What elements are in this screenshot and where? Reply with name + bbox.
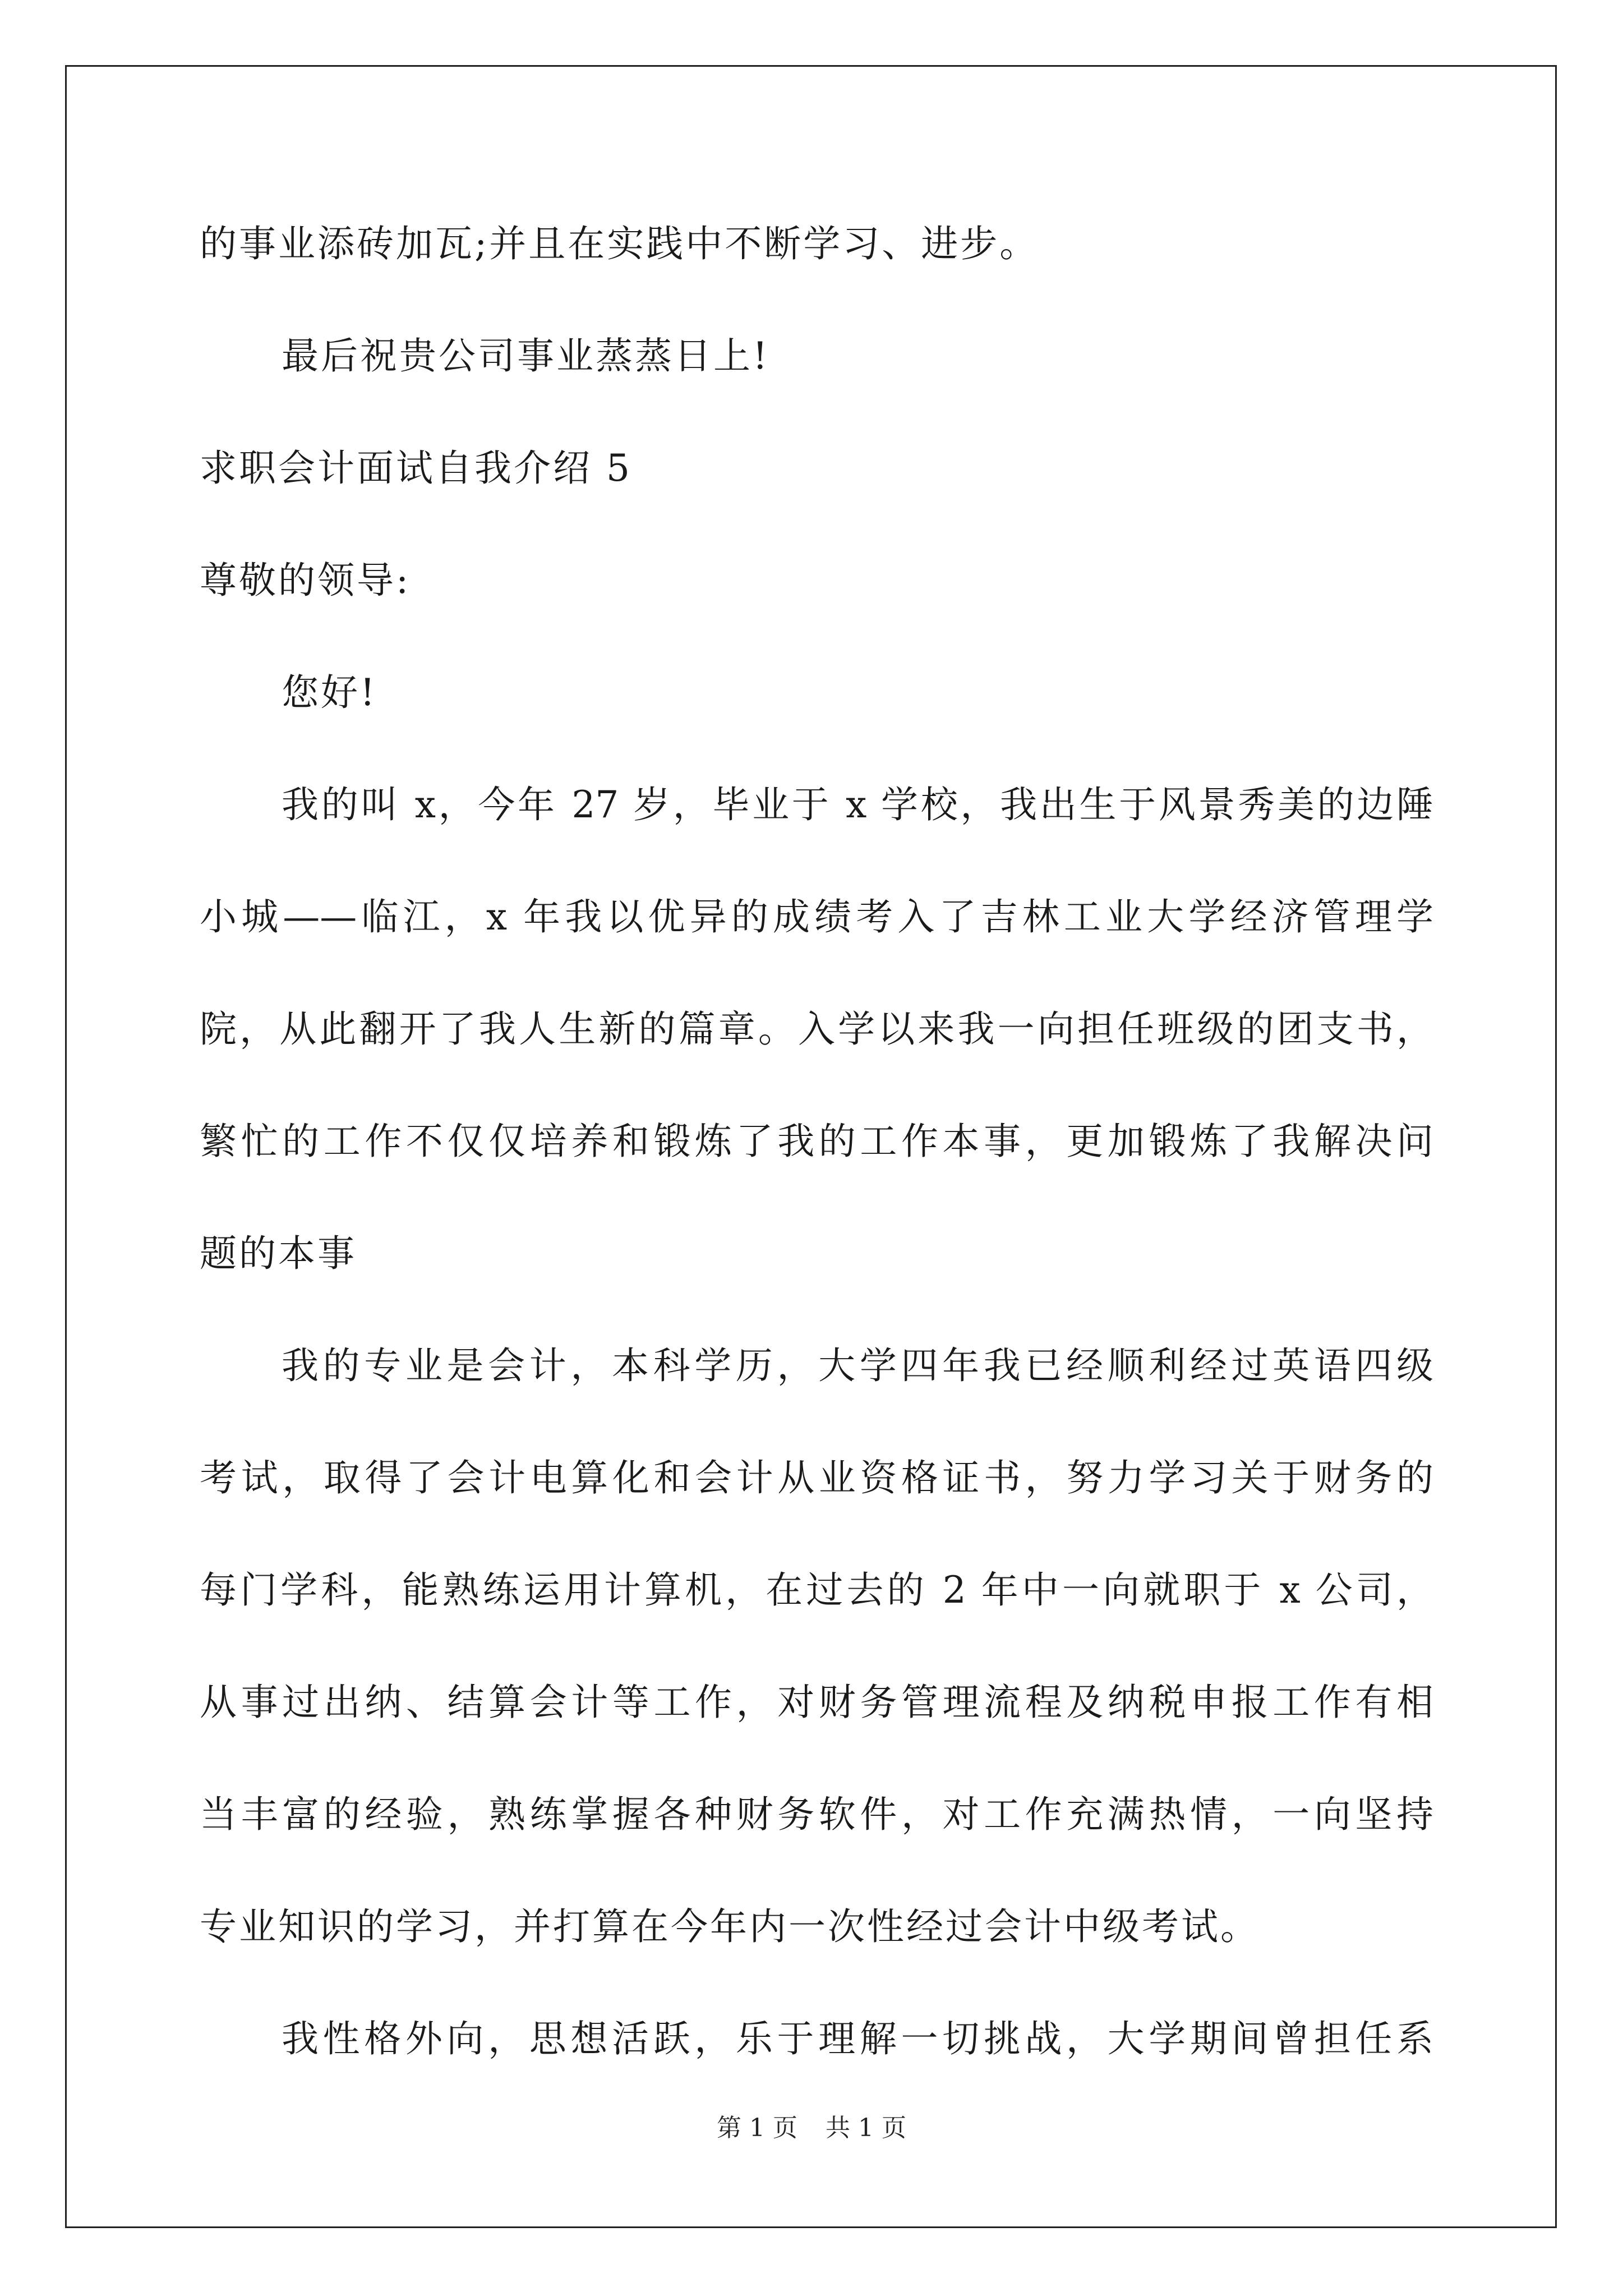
section-heading: 求职会计面试自我介绍 5 [200, 447, 632, 490]
page-number: 第 1 页 [717, 2114, 797, 2142]
text-line: 院，从此翻开了我人生新的篇章。入学以来我一向担任班级的团支书， [200, 1007, 1433, 1051]
page-total: 共 1 页 [826, 2114, 906, 2142]
text-line: 每门学科，能熟练运用计算机，在过去的 2 年中一向就职于 x 公司， [200, 1568, 1433, 1612]
page-footer [0, 2111, 1623, 2145]
text-line: 我的叫 x，今年 27 岁，毕业于 x 学校，我出生于风景秀美的边陲 [282, 783, 1433, 826]
text-line: 题的本事 [200, 1232, 357, 1275]
text-line: 我的专业是会计，本科学历，大学四年我已经顺利经过英语四级 [282, 1344, 1433, 1387]
text-line: 小城——临江，x 年我以优异的成绩考入了吉林工业大学经济管理学 [200, 895, 1433, 938]
text-line: 的事业添砖加瓦;并且在实践中不断学习、进步。 [200, 222, 1039, 265]
greeting: 您好! [282, 671, 377, 714]
text-line: 当丰富的经验，熟练掌握各种财务软件，对工作充满热情，一向坚持 [200, 1793, 1433, 1836]
text-line: 繁忙的工作不仅仅培养和锻炼了我的工作本事，更加锻炼了我解决问 [200, 1120, 1433, 1163]
text-line: 最后祝贵公司事业蒸蒸日上! [282, 334, 770, 378]
text-line: 专业知识的学习，并打算在今年内一次性经过会计中级考试。 [200, 1905, 1260, 1948]
text-line: 我性格外向，思想活跃，乐于理解一切挑战，大学期间曾担任系 [282, 2017, 1433, 2060]
text-line: 从事过出纳、结算会计等工作，对财务管理流程及纳税申报工作有相 [200, 1681, 1433, 1724]
salutation: 尊敬的领导: [200, 559, 411, 602]
text-line: 考试，取得了会计电算化和会计从业资格证书，努力学习关于财务的 [200, 1456, 1433, 1499]
